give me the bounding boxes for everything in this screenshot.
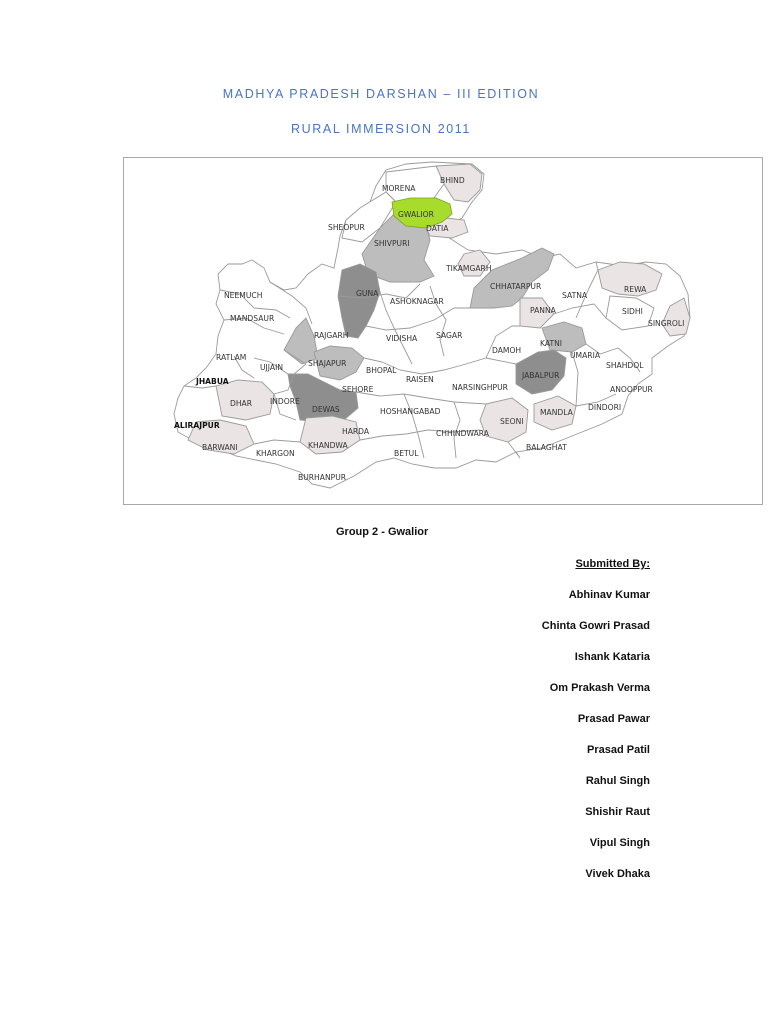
label-shahdol: SHAHDOL — [606, 361, 644, 370]
member-name: Shishir Raut — [585, 806, 650, 818]
label-barwani: BARWANI — [202, 443, 238, 452]
member-name: Prasad Patil — [587, 744, 650, 756]
label-mandla: MANDLA — [540, 408, 573, 417]
label-narsinghpur: NARSINGHPUR — [452, 383, 508, 392]
group-label: Group 2 - Gwalior — [336, 526, 429, 538]
label-umaria: UMARIA — [570, 351, 601, 360]
label-neemuch: NEEMUCH — [224, 291, 263, 300]
label-dewas: DEWAS — [312, 405, 340, 414]
label-anooppur: ANOOPPUR — [610, 385, 653, 394]
label-katni: KATNI — [540, 339, 563, 348]
member-name: Prasad Pawar — [577, 713, 650, 725]
member-name: Vivek Dhaka — [585, 868, 650, 880]
label-guna: GUNA — [356, 289, 379, 298]
label-shivpuri: SHIVPURI — [374, 239, 410, 248]
label-mandsaur: MANDSAUR — [230, 314, 275, 323]
label-betul: BETUL — [394, 449, 419, 458]
label-satna: SATNA — [562, 291, 588, 300]
label-datia: DATIA — [426, 224, 449, 233]
label-singrouli: SINGROLI — [648, 319, 685, 328]
label-burhanpur: BURHANPUR — [298, 473, 347, 482]
submitted-by-section — [542, 557, 650, 898]
label-balaghat: BALAGHAT — [526, 443, 567, 452]
label-chhindwara: CHHINDWARA — [436, 429, 489, 438]
label-jhabua: JHABUA — [196, 377, 229, 386]
label-bhopal: BHOPAL — [366, 366, 397, 375]
label-dindori: DINDORI — [588, 403, 622, 412]
label-sagar: SAGAR — [436, 331, 463, 340]
label-panna: PANNA — [530, 306, 556, 315]
label-sehore: SEHORE — [342, 385, 374, 394]
label-rewa: REWA — [624, 285, 647, 294]
label-khargone: KHARGON — [256, 449, 295, 458]
member-name: Chinta Gowri Prasad — [541, 620, 650, 632]
label-tikamgarh: TIKAMGARH — [446, 264, 492, 273]
label-khandwa: KHANDWA — [308, 441, 348, 450]
label-indore: INDORE — [270, 397, 300, 406]
member-name: Rahul Singh — [585, 775, 650, 787]
label-dhar: DHAR — [230, 399, 253, 408]
label-morena: MORENA — [382, 184, 416, 193]
label-ashoknagar: ASHOKNAGAR — [390, 297, 444, 306]
label-gwalior: GWALIOR — [398, 210, 434, 219]
label-shajapur: SHAJAPUR — [308, 359, 347, 368]
label-raisen: RAISEN — [406, 375, 434, 384]
label-alirajpur: ALIRAJPUR — [174, 421, 220, 430]
label-ujjain: UJJAIN — [260, 363, 284, 372]
document-subtitle: RURAL IMMERSION 2011 — [291, 122, 471, 136]
label-bhind: BHIND — [440, 176, 465, 185]
member-name: Abhinav Kumar — [568, 589, 650, 601]
label-chhatarpur: CHHATARPUR — [490, 282, 542, 291]
label-damoh: DAMOH — [492, 346, 522, 355]
label-harda: HARDA — [342, 427, 370, 436]
label-hoshangabad: HOSHANGABAD — [380, 407, 441, 416]
member-name: Ishank Kataria — [574, 651, 650, 663]
label-rajgarh: RAJGARH — [314, 331, 349, 340]
label-seoni: SEONI — [500, 417, 524, 426]
district-map — [123, 157, 763, 505]
submitted-by-heading: Submitted By: — [575, 558, 650, 570]
document-title: MADHYA PRADESH DARSHAN – III EDITION — [222, 87, 540, 101]
member-name: Vipul Singh — [589, 837, 650, 849]
label-vidisha: VIDISHA — [386, 334, 418, 343]
label-sidhi: SIDHI — [622, 307, 643, 316]
member-name: Om Prakash Verma — [549, 682, 650, 694]
label-jabalpur: JABALPUR — [522, 371, 560, 380]
label-ratlam: RATLAM — [216, 353, 247, 362]
label-sheopur: SHEOPUR — [328, 223, 365, 232]
